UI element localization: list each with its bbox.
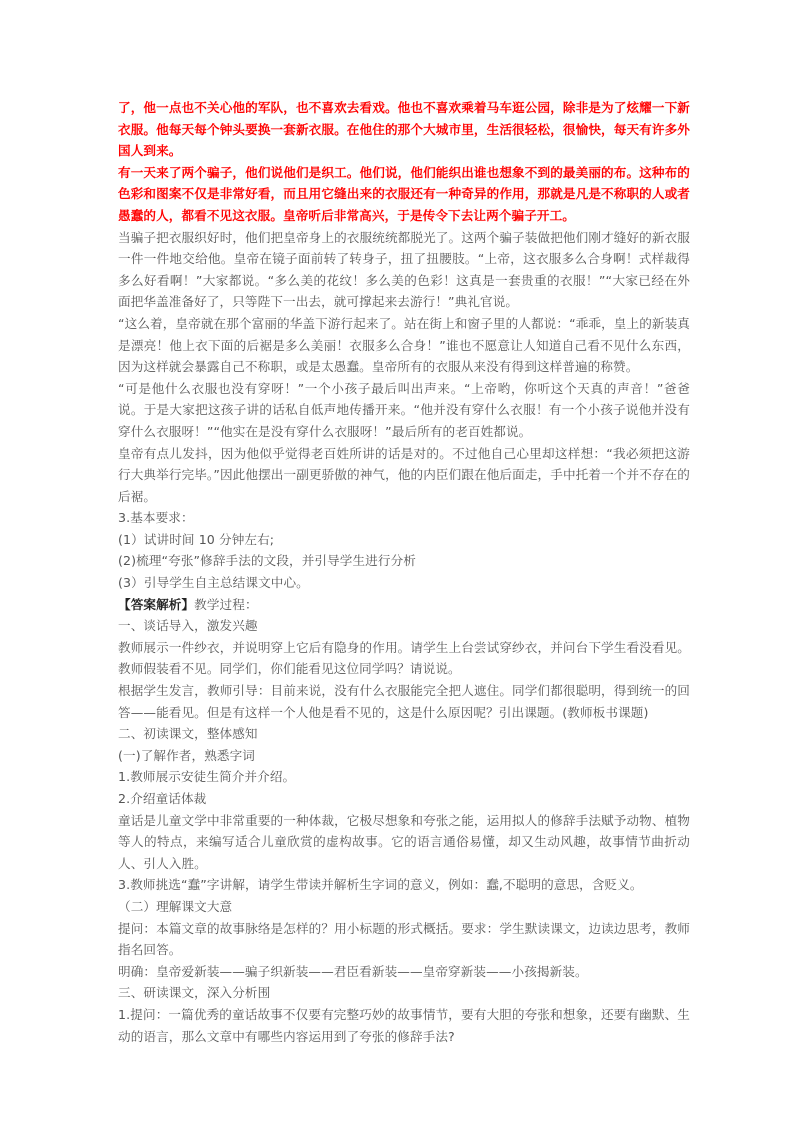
- step-genre-intro: 2.介绍童话体裁: [118, 791, 207, 806]
- requirements-heading: 3.基本要求：: [118, 510, 194, 526]
- answer-analysis-line: [118, 594, 690, 616]
- paragraph-emperor-trembles: 皇帝有点儿发抖，因为他似乎觉得老百姓所讲的话是对的。不过他自己心里却这样想：“我必须把这游行大典举行完毕。”因此他摆出一副更骄傲的神气，他的内臣们跟在他后面走，手中托着一个并不存在的后裾。: [118, 445, 690, 504]
- paragraph-child-speaks: “可是他什么衣服也没有穿呀！”一个小孩子最后叫出声来。“上帝哟，你听这个天真的声音！”爸爸说。于是大家把这孩子讲的话私自低声地传播开来。“他并没有穿什么衣服！有一个小孩子说他并没有穿什么衣服呀！”“他实在是没有穿什么衣服呀！”最后所有的老百姓都说。: [118, 380, 690, 439]
- section-3-heading: 三、研读课文，深入分析围: [118, 985, 271, 1001]
- section-1-heading: 一、谈话导入，激发兴趣: [118, 618, 258, 634]
- answer-analysis-label: 【答案解析】: [118, 596, 195, 612]
- question-story-outline: 提问：本篇文章的故事脉络是怎样的？用小标题的形式概括。要求：学生默读课文，边读边思考，教师指名回答。: [118, 920, 690, 958]
- requirement-2: (2)梳理“夸张”修辞手法的文段，并引导学生进行分析: [118, 553, 416, 569]
- paragraph-swindlers-arrive: 有一天来了两个骗子，他们说他们是织工。他们说，他们能织出谁也想象不到的最美丽的布。这种布的色彩和图案不仅是非常好看，而且用它缝出来的衣服还有一种奇异的作用，那就是凡是不称职的人或者愚蠢的人，都看不见这衣服。皇帝听后非常高兴，于是传令下去让两个骗子开工。: [118, 164, 690, 223]
- requirement-1: (1）试讲时间 10 分钟左右;: [118, 531, 275, 547]
- section-1-demo: 教师展示一件纱衣，并说明穿上它后有隐身的作用。请学生上台尝试穿纱衣，并问台下学生看没看见。教师假装看不见。同学们，你们能看见这位同学吗？请说说。: [118, 639, 690, 677]
- subsection-2-1-heading: (一)了解作者，熟悉字词: [118, 747, 255, 763]
- question-exaggeration: 1.提问：一篇优秀的童话故事不仅要有完整巧妙的故事情节，要有大胆的夸张和想象，还要有幽默、生动的语言，那么文章中有哪些内容运用到了夸张的修辞手法?: [118, 1006, 690, 1044]
- answer-story-outline: 明确：皇帝爱新装——骗子织新装——君臣看新装——皇帝穿新装——小孩揭新装。: [118, 963, 588, 979]
- teaching-process-label: 教学过程：: [194, 596, 258, 612]
- paragraph-emperor-intro: 了，他一点也不关心他的军队，也不喜欢去看戏。他也不喜欢乘着马车逛公园，除非是为了炫耀一下新衣服。他每天每个钟头要换一套新衣服。在他住的那个大城市里，生活很轻松，很愉快，每天有许多外国人到来。: [118, 100, 690, 159]
- section-1-guide: 根据学生发言，教师引导：目前来说，没有什么衣服能完全把人遮住。同学们都很聪明，得到统一的回答——能看见。但是有这样一个人他是看不见的，这是什么原因呢？引出课题。(教师板书课题): [118, 683, 690, 720]
- genre-description: 童话是儿童文学中非常重要的一种体裁，它极尽想象和夸张之能，运用拟人的修辞手法赋予动物、植物等人的特点，来编写适合儿童欣赏的虚构故事。它的语言通俗易懂，却又生动风趣，故事情节曲折动人、引人入胜。: [118, 812, 690, 871]
- section-2-heading: 二、初读课文，整体感知: [118, 726, 258, 742]
- document-body: [118, 97, 690, 1047]
- requirement-3: (3）引导学生自主总结课文中心。: [118, 575, 309, 591]
- paragraph-new-clothes: 当骗子把衣服织好时，他们把皇帝身上的衣服统统都脱光了。这两个骗子装做把他们刚才缝好的新衣服一件一件地交给他。皇帝在镜子面前转了转身子，扭了扭腰肢。“上帝，这衣服多么合身啊！式样裁得多么好看啊！”大家都说。“多么美的花纹！多么美的色彩！这真是一套贵重的衣服！”“大家已经在外面把华盖准备好了，只等陛下一出去，就可撑起来去游行！”典礼官说。: [118, 229, 690, 310]
- step-author-intro: 1.教师展示安徒生简介并介绍。: [118, 769, 296, 785]
- paragraph-procession: “这么着，皇帝就在那个富丽的华盖下游行起来了。站在街上和窗子里的人都说：“乖乖，皇上的新装真是漂亮！他上衣下面的后裾是多么美丽！衣服多么合身！”谁也不愿意让人知道自己看不见什么东西，因为这样就会暴露自己不称职，或是太愚蠢。皇帝所有的衣服从来没有得到这样普遍的称赞。: [118, 315, 690, 375]
- step-vocabulary: 3.教师挑选“蠢”字讲解，请学生带读并解析生字词的意义，例如：蠢,不聪明的意思，含贬义。: [118, 877, 643, 893]
- subsection-2-2-heading: （二）理解课文大意: [118, 898, 233, 914]
